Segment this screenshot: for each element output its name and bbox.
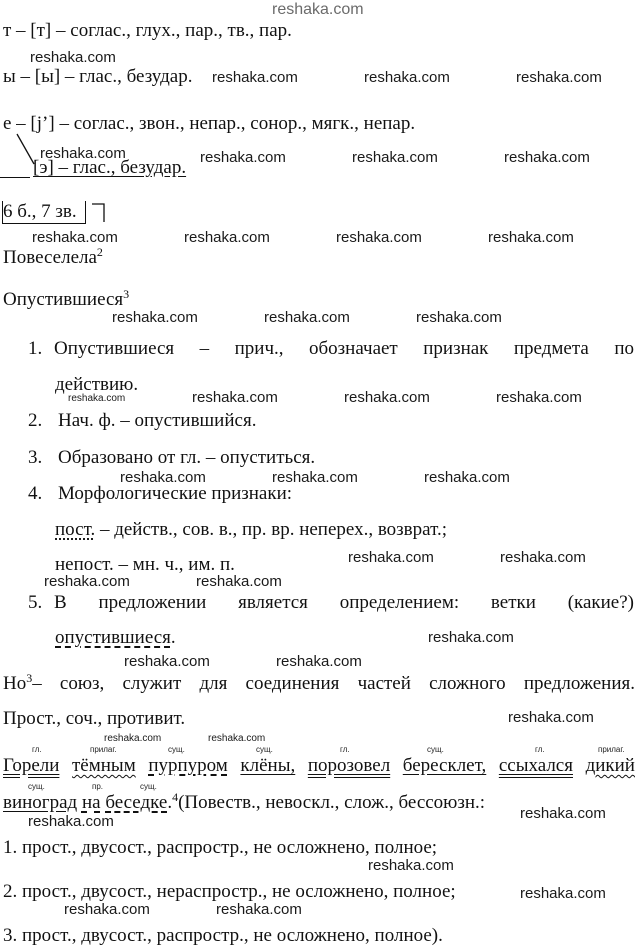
sentence-word: виноград [3, 792, 78, 813]
watermark-top: reshaka.com [272, 1, 364, 18]
watermark: reshaka.com [344, 389, 430, 406]
watermark: reshaka.com [508, 709, 594, 726]
analysis-item-3 [28, 447, 315, 469]
watermark: reshaka.com [200, 149, 286, 166]
watermark: reshaka.com [212, 69, 298, 86]
watermark: reshaka.com [520, 805, 606, 822]
sentence-sup: 4 [172, 790, 179, 804]
item5-dot: . [170, 627, 176, 648]
sentence-line-2: виноград на беседке.$^4$(Повеств., невоскл., слож., бессоюзн.: [3, 790, 486, 813]
word-poveselela-sup: 2 [96, 245, 103, 259]
watermark: reshaka.com [184, 229, 270, 246]
sentence-summary: (Повеств., невоскл., слож., бессоюзн.: [178, 792, 486, 813]
watermark: reshaka.com [504, 149, 590, 166]
watermark: reshaka.com [44, 573, 130, 590]
clause-2: 2. прост., двусост., нераспростр., не осложнено, полное; [3, 881, 456, 902]
watermark: reshaka.com [112, 309, 198, 326]
watermark: reshaka.com [416, 309, 502, 326]
pos-tag: гл. [340, 745, 350, 754]
watermark: reshaka.com [124, 653, 210, 670]
sentence-word: бересклет, [402, 755, 487, 776]
watermark: reshaka.com [424, 469, 510, 486]
analysis-item-3-text: Образовано от гл. – опуститься. [58, 447, 316, 468]
morph-constant-abbr: пост. [55, 519, 96, 540]
word-poveselela [3, 247, 103, 269]
analysis-item-5-cont [55, 627, 176, 649]
watermark: reshaka.com [264, 309, 350, 326]
analysis-item-2 [28, 410, 256, 432]
pos-tag: сущ. [168, 745, 185, 754]
sentence-word: Горели [3, 755, 60, 776]
watermark: reshaka.com [500, 549, 586, 566]
pos-tag: гл. [535, 745, 545, 754]
watermark: reshaka.com [272, 469, 358, 486]
clause-3: 3. прост., двусост., распростр., не осложнено, полное). [3, 925, 443, 946]
clause-1: 1. прост., двусост., распростр., не осложнено, полное; [3, 837, 438, 858]
watermark: reshaka.com [68, 393, 126, 404]
analysis-item-2-num: 2. [28, 410, 43, 431]
watermark: reshaka.com [368, 857, 454, 874]
phonetic-y-line: ы – [ы] – глас., безудар. [3, 66, 193, 87]
sentence-word: беседке [105, 792, 168, 813]
pos-tag: сущ. [140, 782, 157, 791]
word-opustivshiesya-text: Опустившиеся [3, 289, 124, 310]
conjunction-no-summary: Прост., соч., противит. [3, 708, 186, 729]
sentence-word: порозовел [307, 755, 391, 776]
sentence-word: дикий [585, 755, 635, 776]
conjunction-no-text: Но [3, 673, 27, 694]
pos-tag: сущ. [427, 745, 444, 754]
conjunction-no-word [3, 673, 32, 695]
pos-tag: прилаг. [90, 745, 117, 754]
analysis-item-5 [28, 592, 634, 614]
sentence-word: тёмным [72, 755, 136, 776]
analysis-item-1-text: Опустившиеся – прич., обозначает признак предмета по [54, 338, 634, 359]
watermark: reshaka.com [516, 69, 602, 86]
watermark: reshaka.com [216, 901, 302, 918]
count-box-bracket [90, 198, 106, 228]
watermark: reshaka.com [488, 229, 574, 246]
sentence-word: клёны, [240, 755, 296, 776]
sound-count-box: 6 б., 7 зв. [2, 201, 86, 224]
word-poveselela-text: Повеселела [3, 247, 97, 268]
pos-tag: пр. [92, 782, 104, 791]
word-opustivshiesya-sup: 3 [123, 287, 130, 301]
morph-constant-text: – действ., сов. в., пр. вр. неперех., возврат.; [95, 519, 447, 540]
watermark: reshaka.com [64, 901, 150, 918]
phonetic-underline-stub [0, 157, 30, 178]
watermark: reshaka.com [40, 145, 126, 162]
watermark: reshaka.com [352, 149, 438, 166]
pos-tag: сущ. [256, 745, 273, 754]
watermark: reshaka.com [276, 653, 362, 670]
morph-variable: непост. – мн. ч., им. п. [55, 554, 235, 575]
watermark: reshaka.com [104, 733, 162, 744]
pos-tag: сущ. [28, 782, 45, 791]
phonetic-e-line: е – [j’] – соглас., звон., непар., сонор., мягк., непар. [3, 113, 416, 134]
watermark: reshaka.com [28, 813, 114, 830]
phonetic-e2-line: [э] – глас., безудар. [33, 157, 187, 178]
analysis-item-5-num: 5. [28, 592, 43, 613]
word-opustivshiesya [3, 289, 129, 311]
watermark: reshaka.com [348, 549, 434, 566]
analysis-item-1-cont: действию. [55, 374, 139, 395]
item5-word: опустившиеся [55, 627, 171, 648]
sentence-word: ссыхался [498, 755, 573, 776]
analysis-item-1 [28, 338, 634, 360]
analysis-item-5-text: В предложении является определением: ветки (какие?) [54, 592, 634, 613]
analysis-item-4-num: 4. [28, 483, 43, 504]
watermark: reshaka.com [336, 229, 422, 246]
conjunction-no-desc: – союз, служит для соединения частей сложного предложения. [32, 673, 635, 694]
watermark: reshaka.com [32, 229, 118, 246]
pos-tag: прилаг. [598, 745, 625, 754]
sentence-word-text: клёны [240, 755, 291, 776]
watermark: reshaka.com [428, 629, 514, 646]
sentence-word-text: бересклет [402, 755, 482, 776]
watermark: reshaka.com [192, 389, 278, 406]
watermark: reshaka.com [496, 389, 582, 406]
watermark: reshaka.com [520, 885, 606, 902]
analysis-item-1-num: 1. [28, 338, 43, 359]
watermark: reshaka.com [120, 469, 206, 486]
watermark: reshaka.com [208, 733, 266, 744]
morph-constant [55, 519, 447, 541]
analysis-item-4 [28, 483, 292, 505]
sentence-word: на [81, 792, 101, 813]
watermark: reshaka.com [364, 69, 450, 86]
sentence-word: пурпуром [148, 755, 228, 776]
pos-tag: гл. [32, 745, 42, 754]
analysis-item-4-text: Морфологические признаки: [58, 483, 293, 504]
watermark: reshaka.com [196, 573, 282, 590]
watermark: reshaka.com [30, 49, 116, 66]
analysis-item-2-text: Нач. ф. – опустившийся. [58, 410, 257, 431]
sentence-line-1 [3, 755, 635, 777]
conjunction-no-sup: 3 [26, 671, 33, 685]
analysis-item-3-num: 3. [28, 447, 43, 468]
phonetic-t-line: т – [т] – соглас., глух., пар., тв., пар. [3, 20, 292, 41]
conjunction-no-line [3, 673, 635, 695]
